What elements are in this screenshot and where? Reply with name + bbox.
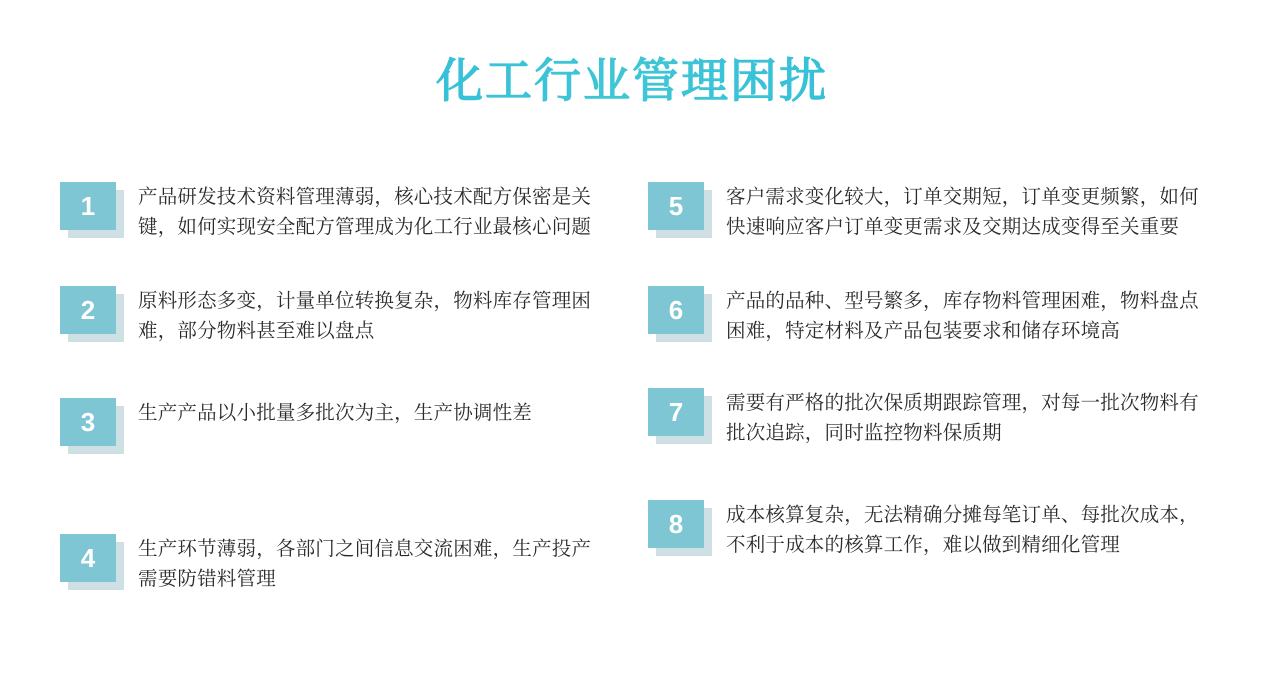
- list-item: [648, 498, 1216, 560]
- item-text: 产品的品种、型号繁多，库存物料管理困难，物料盘点困难，特定材料及产品包装要求和储存环境高: [726, 290, 1199, 342]
- list-item: [648, 284, 1216, 346]
- left-column: [60, 180, 638, 628]
- item-number: 1: [60, 182, 116, 230]
- item-text: 产品研发技术资料管理薄弱，核心技术配方保密是关键，如何实现安全配方管理成为化工行业最核心问题: [138, 186, 592, 238]
- right-column: [638, 180, 1216, 628]
- content-columns: [0, 180, 1264, 628]
- item-number: 8: [648, 500, 704, 548]
- item-number: 5: [648, 182, 704, 230]
- number-badge-wrapper: [648, 500, 714, 556]
- item-number: 4: [60, 534, 116, 582]
- number-badge-wrapper: [648, 388, 714, 444]
- item-text: 客户需求变化较大，订单交期短，订单变更频繁，如何快速响应客户订单变更需求及交期达成变得至关重要: [726, 186, 1199, 238]
- list-item: [60, 284, 598, 346]
- item-number: 3: [60, 398, 116, 446]
- number-badge-wrapper: [60, 286, 126, 342]
- number-badge-wrapper: [648, 286, 714, 342]
- item-text: 需要有严格的批次保质期跟踪管理，对每一批次物料有批次追踪，同时监控物料保质期: [726, 392, 1199, 444]
- list-item: [60, 180, 598, 242]
- item-number: 6: [648, 286, 704, 334]
- list-item: [648, 180, 1216, 242]
- number-badge-wrapper: [648, 182, 714, 238]
- item-text: 生产产品以小批量多批次为主，生产协调性差: [138, 402, 533, 424]
- list-item: [60, 396, 598, 454]
- item-text: 成本核算复杂，无法精确分摊每笔订单、每批次成本，不利于成本的核算工作，难以做到精细化管理: [726, 504, 1199, 556]
- number-badge-wrapper: [60, 534, 126, 590]
- item-text: 生产环节薄弱，各部门之间信息交流困难，生产投产需要防错料管理: [138, 538, 592, 590]
- page-title: 化工行业管理困扰: [0, 44, 1264, 111]
- item-number: 7: [648, 388, 704, 436]
- number-badge-wrapper: [60, 182, 126, 238]
- item-number: 2: [60, 286, 116, 334]
- number-badge-wrapper: [60, 398, 126, 454]
- item-text: 原料形态多变，计量单位转换复杂，物料库存管理困难，部分物料甚至难以盘点: [138, 290, 592, 342]
- list-item: [60, 532, 598, 594]
- list-item: [648, 386, 1216, 448]
